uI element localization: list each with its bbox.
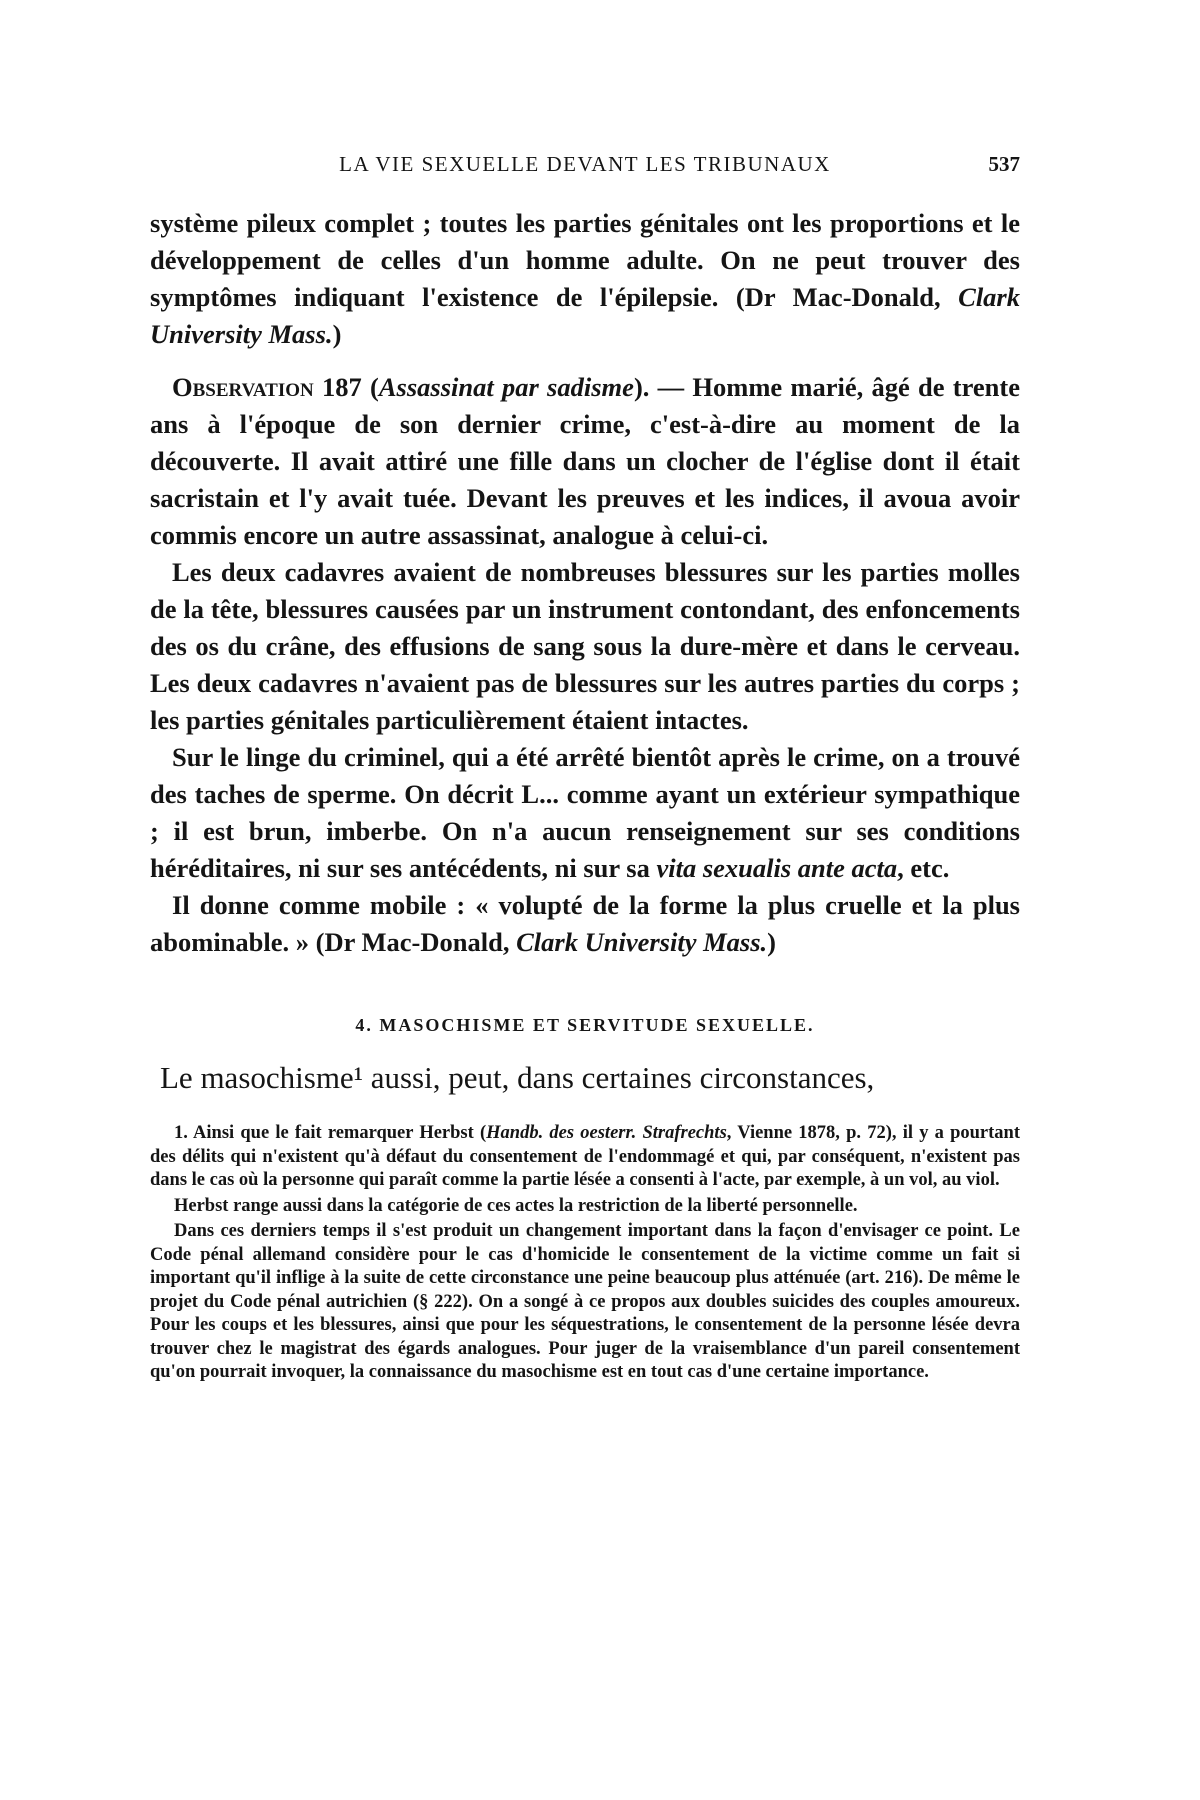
paragraph-motive: [150, 887, 1020, 961]
paragraph-wounds: Les deux cadavres avaient de nombreuses blessures sur les parties molles de la tête, blessures causées par un instrument contondant, des enfoncements des os du crâne, des effusions de sang sous la dure-mère et dans le cerveau. Les deux cadavres n'avaient pas de blessures sur les autres parties du corps ; les parties génitales particulièrement étaient intactes.: [150, 557, 1020, 735]
page-header: [150, 150, 1020, 180]
footnote-paragraph-2: Herbst range aussi dans la catégorie de ces actes la restriction de la liberté personnelle.: [174, 1195, 858, 1216]
book-title: Handb. des oesterr. Strafrechts: [486, 1123, 727, 1143]
open-paren: (: [361, 372, 379, 402]
paragraph-text: Sur le linge du criminel, qui a été arrêté bientôt après le crime, on a trouvé des taches de sperme. On décrit L... comme ayant un extérieur sympathique ; il est brun, imberbe. On n'a aucun renseignement sur ses conditions héréditaires, ni sur ses antécédents, ni sur sa: [150, 742, 1020, 883]
main-text: [150, 205, 1020, 1385]
running-title: LA VIE SEXUELLE DEVANT LES TRIBUNAUX: [339, 152, 831, 176]
footnote-text: 1. Ainsi que le fait remarquer Herbst (: [174, 1123, 487, 1143]
paragraph-criminal: [150, 739, 1020, 887]
paragraph-text: ). — Homme marié, âgé de trente ans à l'époque de son dernier crime, c'est-à-dire au moment de la découverte. Il avait attiré une fille dans un clocher de l'église dont il était sacristain et l'y avait tuée. Devant les preuves et les indices, il avoua avoir commis encore un autre assassinat, analogue à celui-ci.: [150, 372, 1021, 550]
section-lead-line: Le masochisme¹ aussi, peut, dans certaines circonstances,: [160, 1060, 875, 1095]
footnote-1: [150, 1122, 1020, 1193]
observation-title: Assassinat par sadisme: [378, 372, 634, 402]
page-number: 537: [988, 152, 1020, 176]
paragraph-text: système pileux complet ; toutes les parties génitales ont les proportions et le développement de celles d'un homme adulte. On ne peut trouver des symptômes indiquant l'existence de l'épilepsie. (Dr Mac-Donald,: [150, 208, 1020, 312]
footnote-paragraph-3: Dans ces derniers temps il s'est produit un changement important dans la façon d'envisager ce point. Le Code pénal allemand considère pour le cas d'homicide le consentement de la victime comme un fait si important qu'il inflige à la suite de cette circonstance une peine beaucoup plus atténuée (art. 216). De même le projet du Code pénal autrichien (§ 222). On a songé à ce propos aux doubles suicides des couples amoureux. Pour les coups et les blessures, ainsi que pour les séquestrations, le consentement de la personne lésée devra trouver chez le magistrat des égards analogues. Pour juger de la vraisemblance d'un pareil consentement qu'on pourrait invoquer, la connaissance du masochisme est en tout cas d'une certaine importance.: [150, 1221, 1020, 1382]
section-heading: 4. MASOCHISME ET SERVITUDE SEXUELLE.: [355, 1015, 815, 1035]
footnote-text: , Vienne 1878, p. 72), il y a pourtant des délits qui n'existent qu'à défaut du consentement de l'endommagé et qui, par conséquent, n'existent pas dans le cas où la personne qui paraît comme la partie lésée a consenti à l'acte, par exemple, à un vol, au viol.: [150, 1123, 1020, 1190]
paragraph-end: , etc.: [897, 853, 950, 883]
paragraph-text: Il donne comme mobile : « volupté de la forme la plus cruelle et la plus abominable. » (Dr Mac-Donald,: [150, 890, 1020, 957]
paragraph-continuation: [150, 205, 1020, 353]
latin-phrase: vita sexualis ante acta: [656, 853, 898, 883]
institution-name: Clark University Mass.: [516, 927, 768, 957]
institution-name: Clark University Mass.: [150, 282, 1020, 349]
closing-paren: ): [767, 927, 776, 957]
observation-label: Observation 187: [172, 372, 362, 402]
observation-paragraph: [150, 369, 1020, 554]
closing-paren: ): [332, 319, 342, 349]
footnotes: [150, 1122, 1020, 1385]
